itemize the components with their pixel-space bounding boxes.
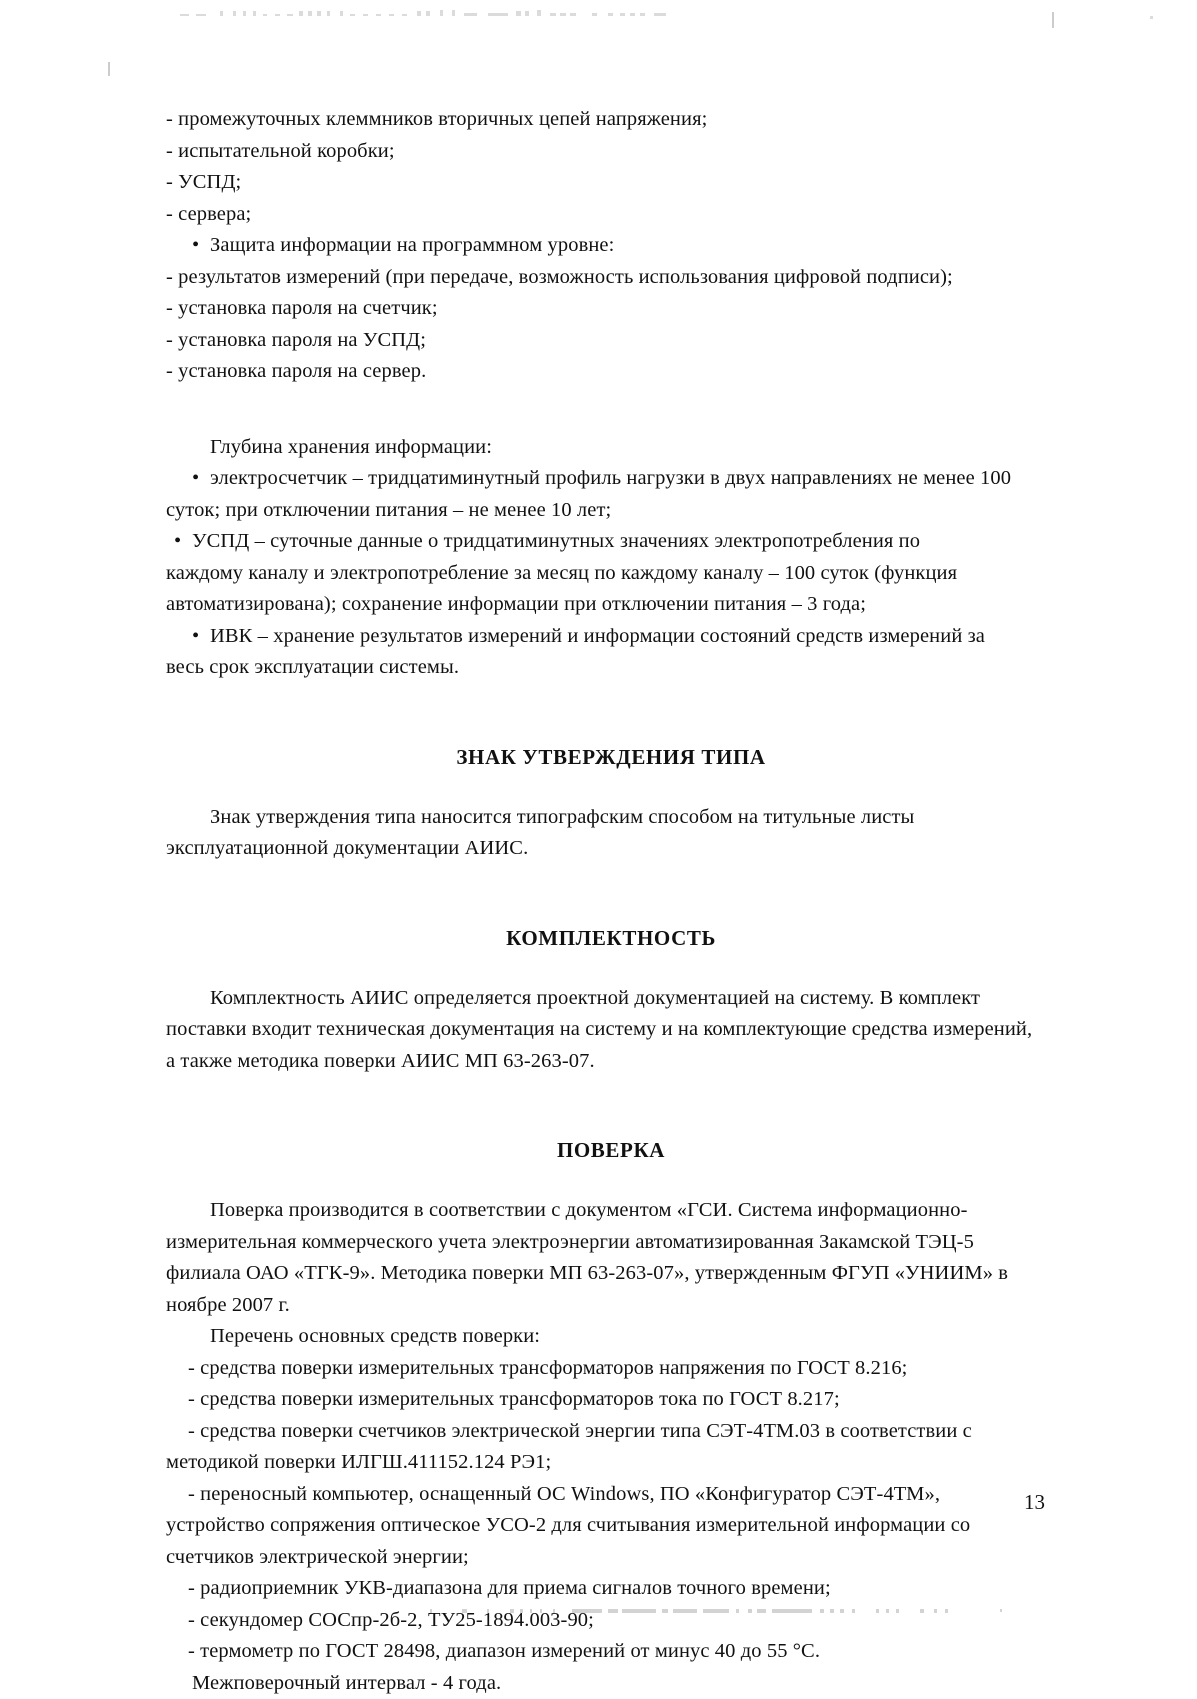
protection-list-section [166,104,1056,388]
paragraph-line: Комплектность АИИС определяется проектной документацией на систему. В комплект [166,983,1056,1015]
page-content [166,104,1056,1699]
paragraph-line: измерительная коммерческого учета электроэнергии автоматизированная Закамской ТЭЦ-5 [166,1227,1056,1259]
list-item: - секундомер СОСпр-2б-2, ТУ25-1894.003-90; [166,1605,1056,1637]
verification-equipment-list-cont [166,1573,1056,1699]
list-item: - сервера; [166,199,1056,231]
list-item: - термометр по ГОСТ 28498, диапазон измерений от минус 40 до 55 °С. [166,1636,1056,1668]
list-item-line: счетчиков электрической энергии; [166,1542,1056,1574]
spacer [166,684,1056,742]
verification-interval-note: Межповерочный интервал - 4 года. [166,1668,1056,1699]
list-item: - радиоприемник УКВ-диапазона для приема сигналов точного времени; [166,1573,1056,1605]
bullet-first-line [166,463,1056,495]
list-item: - средства поверки измерительных трансформаторов тока по ГОСТ 8.217; [166,1384,1056,1416]
bullet-continuation: суток; при отключении питания – не менее 10 лет; [166,495,1056,527]
list-item: - результатов измерений (при передаче, возможность использования цифровой подписи); [166,262,1056,294]
storage-depth-bullet [166,621,1056,684]
paragraph-line: Поверка производится в соответствии с документом «ГСИ. Система информационно- [166,1195,1056,1227]
list-item-line: - средства поверки счетчиков электрической энергии типа СЭТ-4ТМ.03 в соответствии с [166,1416,1056,1448]
paragraph-line: Знак утверждения типа наносится типографским способом на титульные листы [166,802,1056,834]
bullet-text: ИВК – хранение результатов измерений и информации состояний средств измерений за [210,625,985,647]
section-heading-type-approval: ЗНАК УТВЕРЖДЕНИЯ ТИПА [166,742,1056,772]
bullet-icon: • [174,526,181,558]
scan-edge-tick-right [1052,12,1054,28]
bullet-icon: • [192,463,199,495]
bullet-continuation: каждому каналу и электропотребление за месяц по каждому каналу – 100 суток (функция [166,558,1056,590]
paragraph-line: ноябре 2007 г. [166,1290,1056,1322]
list-item [166,1479,1056,1574]
paragraph-line: филиала ОАО «ТГК-9». Методика поверки МП 63-263-07», утвержденным ФГУП «УНИИМ» в [166,1258,1056,1290]
paragraph-line: а также методика поверки АИИС МП 63-263-07. [166,1046,1056,1078]
list-item: - установка пароля на сервер. [166,356,1056,388]
storage-depth-heading: Глубина хранения информации: [166,432,1056,464]
scan-edge-tick-left [108,62,110,76]
bullet-list-item-label: Защита информации на программном уровне: [210,234,614,256]
verification-section [166,1135,1056,1699]
scan-artifact-top [0,10,1197,24]
list-item: - УСПД; [166,167,1056,199]
storage-depth-bullet [166,526,1056,621]
completeness-section [166,923,1056,1078]
section-heading-verification: ПОВЕРКА [166,1135,1056,1165]
paragraph-line: поставки входит техническая документация на систему и на комплектующие средства измерений, [166,1014,1056,1046]
bullet-text: электросчетчик – тридцатиминутный профиль нагрузки в двух направлениях не менее 100 [210,467,1011,489]
list-item-line: устройство сопряжения оптическое УСО-2 для считывания измерительной информации со [166,1510,1056,1542]
spacer [166,1165,1056,1195]
list-item: - установка пароля на УСПД; [166,325,1056,357]
spacer [166,865,1056,923]
section-heading-completeness: КОМПЛЕКТНОСТЬ [166,923,1056,953]
list-item-line: - переносный компьютер, оснащенный ОС Windows, ПО «Конфигуратор СЭТ-4ТМ», [166,1479,1056,1511]
type-approval-section [166,742,1056,865]
storage-depth-bullet [166,463,1056,526]
spacer [166,388,1056,432]
bullet-continuation: автоматизирована); сохранение информации при отключении питания – 3 года; [166,589,1056,621]
bullet-list-item [166,230,1056,262]
spacer [166,772,1056,802]
spacer [166,953,1056,983]
list-item: - средства поверки измерительных трансформаторов напряжения по ГОСТ 8.216; [166,1353,1056,1385]
paragraph-line: эксплуатационной документации АИИС. [166,833,1056,865]
list-item: - промежуточных клеммников вторичных цепей напряжения; [166,104,1056,136]
spacer [166,1077,1056,1135]
list-item [166,1416,1056,1479]
bullet-continuation: весь срок эксплуатации системы. [166,652,1056,684]
list-item: - установка пароля на счетчик; [166,293,1056,325]
bullet-first-line [166,621,1056,653]
storage-depth-section [166,432,1056,684]
bullet-first-line [166,526,1056,558]
bullet-text: УСПД – суточные данные о тридцатиминутных значениях электропотребления по [192,530,920,552]
bullet-icon: • [192,621,199,653]
page-number: 13 [1024,1492,1045,1513]
list-item-line: методикой поверки ИЛГШ.411152.124 РЭ1; [166,1447,1056,1479]
list-item: - испытательной коробки; [166,136,1056,168]
verification-list-heading: Перечень основных средств поверки: [166,1321,1056,1353]
bullet-icon: • [192,230,199,262]
verification-equipment-list [166,1353,1056,1416]
